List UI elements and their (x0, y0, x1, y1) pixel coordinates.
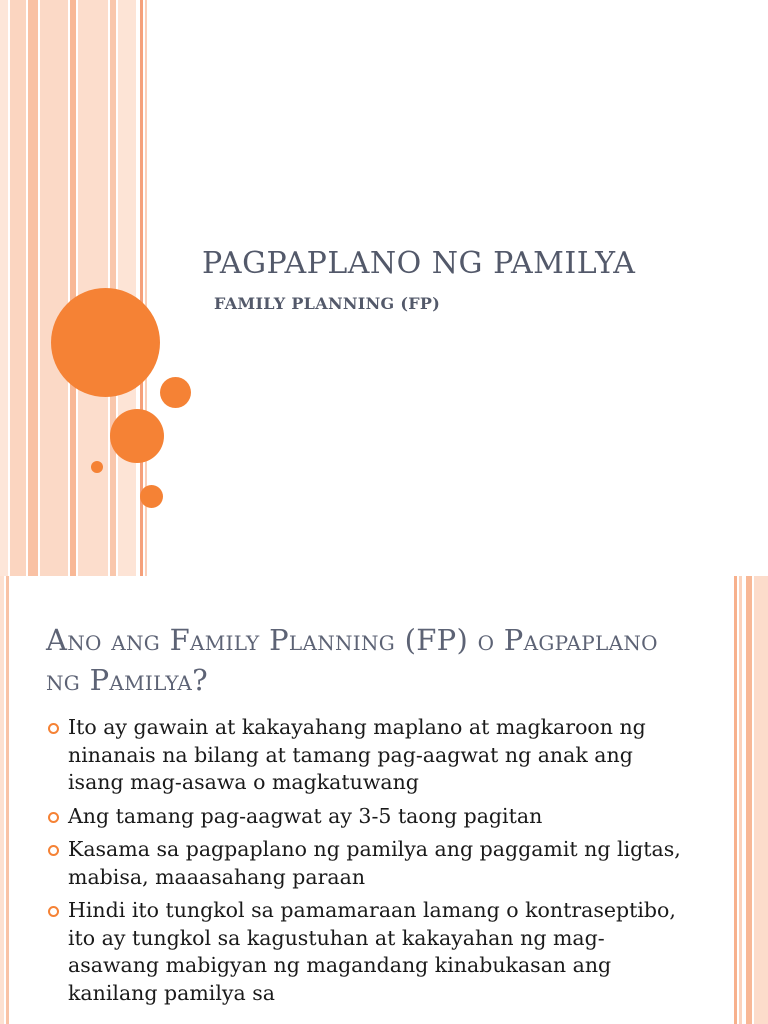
small-orange-circle-bottom (140, 485, 163, 508)
bullet-text: Hindi ito tungkol sa pamamaraan lamang o kontraseptibo, ito ay tungkol sa kagustuhan at kakayahan ng mag-asawang mabigyan ng magandang kinabukasan ang kanilang pamilya sa (68, 898, 676, 1005)
hollow-circle-bullet-icon (48, 723, 59, 734)
list-item (46, 836, 686, 891)
list-item (46, 803, 686, 831)
slide-title: Ano ang Family Planning (FP) o Pagpaplano ng Pamilya? (46, 623, 658, 697)
list-item (46, 714, 686, 797)
large-orange-circle (51, 288, 160, 397)
bullet-list (46, 714, 686, 1013)
hollow-circle-bullet-icon (48, 906, 59, 917)
list-item (46, 897, 686, 1007)
left-edge-stripes (0, 576, 12, 1024)
hollow-circle-bullet-icon (48, 845, 59, 856)
slide-2 (0, 576, 768, 1024)
slide-subtitle: FAMILY PLANNING (FP) (214, 294, 441, 313)
right-edge-stripes (730, 576, 768, 1024)
medium-orange-circle (110, 409, 164, 463)
bullet-text: Ito ay gawain at kakayahang maplano at magkaroon ng ninanais na bilang at tamang pag-aagwat ng anak ang isang mag-asawa o magkatuwang (68, 715, 646, 794)
bullet-text: Ang tamang pag-aagwat ay 3-5 taong pagitan (68, 803, 543, 828)
left-stripe-band (0, 0, 148, 576)
slide-title: PAGPAPLANO NG PAMILYA (202, 246, 636, 281)
tiny-orange-circle (91, 461, 103, 473)
small-orange-circle (160, 377, 191, 408)
hollow-circle-bullet-icon (48, 812, 59, 823)
bullet-text: Kasama sa pagpaplano ng pamilya ang paggamit ng ligtas, mabisa, maaasahang paraan (68, 837, 681, 889)
